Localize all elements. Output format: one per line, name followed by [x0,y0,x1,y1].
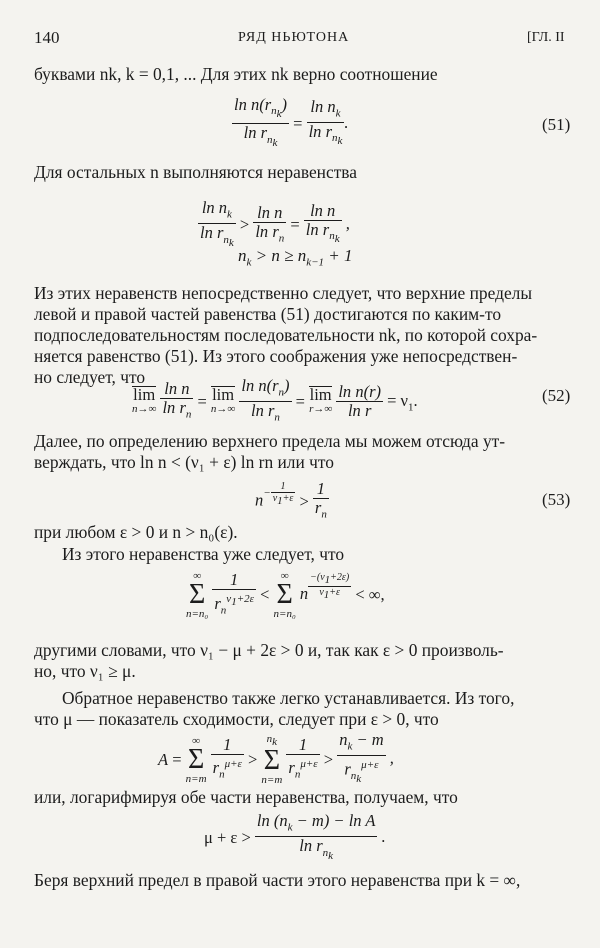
text-line: или, логарифмируя обе части неравенства, получаем, что [34,787,458,807]
text-line: при любом ε > 0 и n > n₀(ε). [34,522,238,542]
equation-53: $n^{- \frac{1}{\nu_1+\varepsilon}}$ > $\frac{1}{r_n}$ [255,480,329,523]
running-title: РЯД НЬЮТОНА [238,30,350,45]
text-line: буквами nk, k = 0,1, ... Для этих nk верно соотношение [34,64,438,84]
text-line: Из этого неравенства уже следует, что [62,544,345,564]
text-line: подпоследовательностям последовательности nk, по которой сохра- [34,325,538,345]
text-line: Из этих неравенств непосредственно следует, что верхние пределы [34,283,533,303]
text-line: левой и правой частей равенства (51) достигаются по каким-то [34,304,502,324]
text-line: няется равенство (51). Из этого соображения уже непосредствен- [34,346,518,366]
text-line: другими словами, что ν₁ − μ + 2ε > 0 и, так как ε > 0 произволь- [34,640,504,660]
text-line: но следует, что [34,367,146,387]
chapter-ref: [ГЛ. II [527,30,565,45]
text-line: что μ — показатель сходимости, следует при ε > 0, что [34,709,439,729]
text-line: но, что ν₁ ≥ μ. [34,661,136,681]
equation-A: A = ∞ Σ n=m $\frac{1}{r_n^{\mu+\varepsilon}}$ > $n_k$ Σ n=m $\frac{1}{r_n^{\mu+\varepsilon}}$ > $\frac{n_k - m}{r_{n_k}^{\mu+\varepsilon}}$ , [158,731,394,788]
text-line: верждать, что ln n < (ν₁ + ε) ln rn или что [34,452,334,472]
text-line: Обратное неравенство также легко устанавливается. Из того, [62,688,515,708]
text-line: Для остальных n выполняются неравенства [34,162,357,182]
eq-number-53: (53) [542,490,571,509]
inequality-2: $n_k > n \ge n_{k-1} + 1$ [238,246,353,269]
text-line: Далее, по определению верхнего предела мы можем отсюда ут- [34,431,506,451]
eq-number-51: (51) [542,115,571,134]
equation-52: lim n→∞ $\frac{\text{ln n}}{\ln r_n}$ = lim n→∞ $\frac{\ln n(r_n)}{\ln r_n}$ = lim r→∞ $\frac{\text{ln n(r)}}{\text{ln r}}$ = $\nu_1$. [132,377,418,427]
inequality-1: $\frac{\ln n_k}{\ln r_{n_k}}$ > $\frac{\text{ln n}}{\ln r_n}$ = $\frac{\text{ln n}}{\ln r_{n_k}}$ , [198,199,350,252]
equation-51: $\frac{\ln n(r_{n_k})}{\ln r_{n_k}}$ = $\frac{\ln n_k}{\ln r_{n_k}}$ . [232,96,349,152]
text-line: Беря верхний предел в правой части этого неравенства при k = ∞, [34,870,521,890]
eq-number-52: (52) [542,386,571,405]
equation-mu: μ + ε > $\frac{\ln (n_k - m) - \ln A}{\ln r_{n_k}}$ . [204,812,386,865]
page-number: 140 [34,28,60,47]
sum-inequality: ∞ Σ n=n₀ $\frac{1}{r_n^{\nu_1+2\varepsilon}}$ < ∞ Σ n=n₀ n $^{\frac{-(\nu_1+2\varepsilon)}{\nu_1+\varepsilon}}$ < ∞, [186,570,385,620]
